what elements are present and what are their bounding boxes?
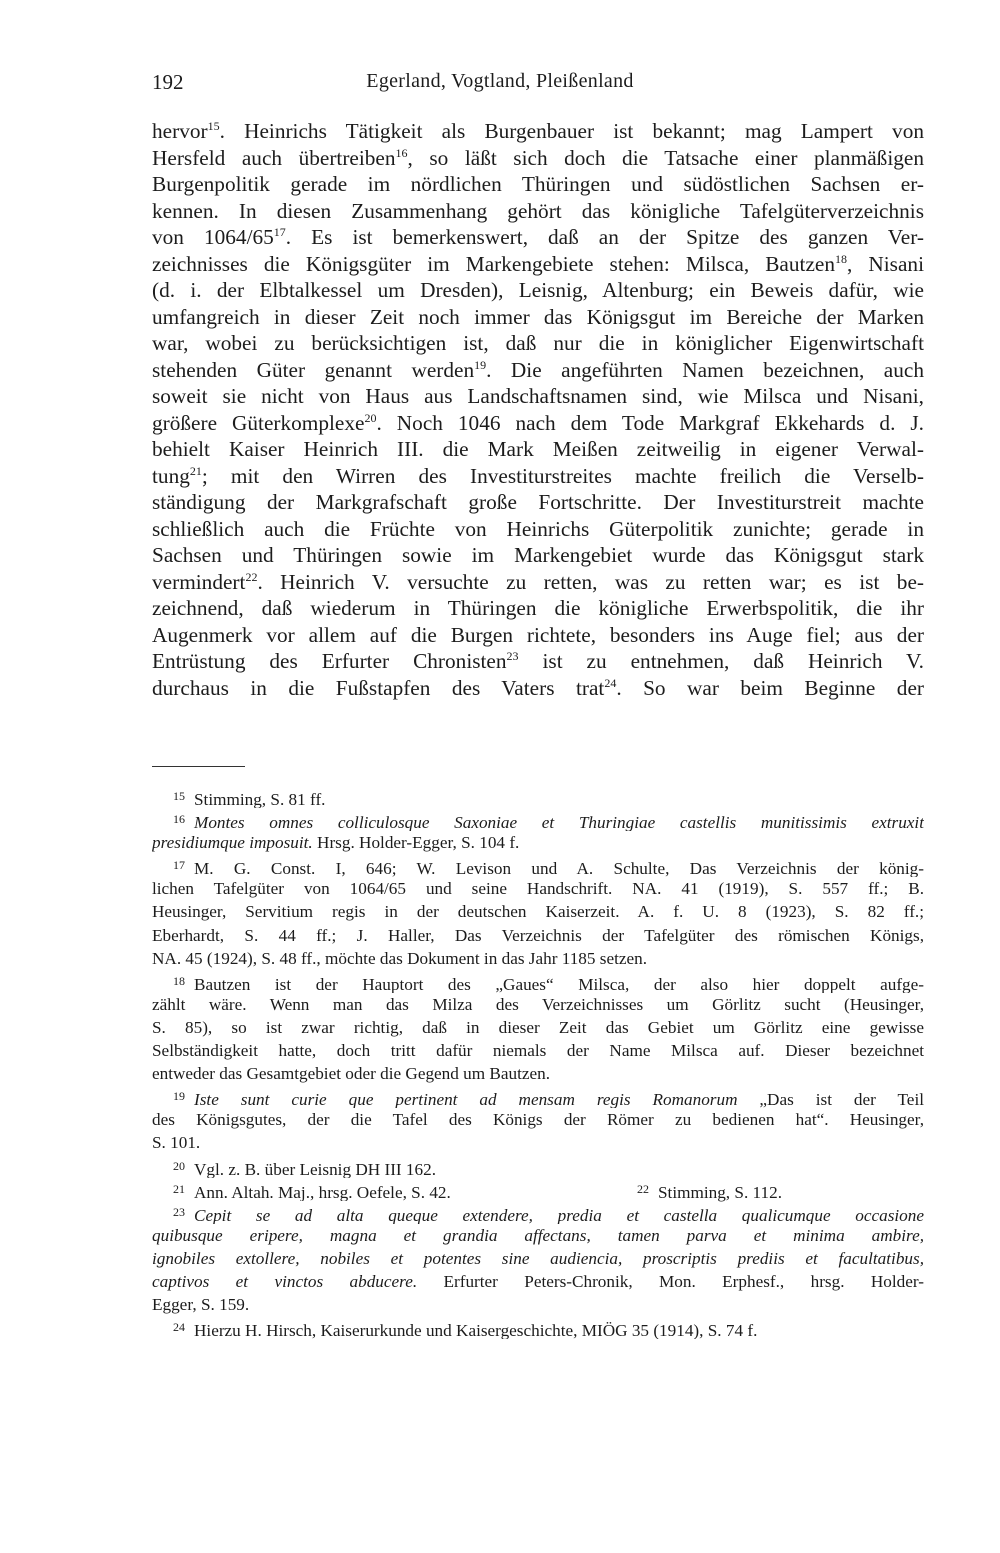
body-line (152, 304, 924, 331)
footnote (152, 1085, 924, 1154)
body-line (152, 251, 924, 278)
footnote-line (152, 1293, 924, 1316)
body-line (152, 516, 924, 543)
page-number: 192 (152, 70, 184, 94)
footnote-line (152, 1039, 924, 1062)
footnote-ref: 19 (474, 357, 487, 372)
italic-text: presidiumque imposuit. (152, 833, 313, 853)
text-run: des Königsgutes, der die Tafel des Königs der Römer zu bedienen hat“. Heusinger, (152, 1110, 924, 1130)
footnote-line (152, 831, 924, 854)
footnote-line (152, 808, 924, 831)
body-line (152, 171, 924, 198)
italic-text: Cepit se ad alta queque extendere, predia et castella qualicumque occasione (194, 1205, 924, 1224)
body-line (152, 330, 924, 357)
footnote (152, 1316, 924, 1339)
footnote-ref: 22 (245, 569, 258, 584)
footnote (152, 1155, 924, 1178)
body-line (152, 224, 924, 251)
body-line (152, 198, 924, 225)
text-run: . Es ist bemerkenswert, daß an der Spitze des ganzen Ver- (285, 225, 924, 249)
footnote-number: 17 (173, 858, 185, 873)
text-run: Hersfeld auch übertreiben (152, 145, 396, 170)
footnote-ref: 17 (273, 225, 286, 239)
italic-text: ignobiles extollere, nobiles et potentes sine audiencia, proscriptis prediis et facultatibus, (152, 1248, 924, 1268)
footnote-line (152, 900, 924, 923)
footnote-number: 21 (173, 1181, 185, 1196)
footnote-line (152, 1108, 924, 1131)
footnote (152, 854, 924, 969)
text-run: . Heinrichs Tätigkeit als Burgenbauer ist bekannt; mag Lampert von (219, 119, 924, 143)
body-line (152, 569, 924, 596)
text-run: kennen. In diesen Zusammenhang gehört das königliche Tafelgüterverzeichnis (152, 198, 924, 223)
footnote-ref: 21 (189, 463, 202, 478)
footnote-line (152, 1316, 924, 1339)
text-run: zeichnend, daß wiederum in Thüringen die königliche Erwerbspolitik, die ihr (152, 596, 924, 620)
text-run: Stimming, S. 112. (658, 1182, 782, 1202)
text-run: „Das ist der Teil (737, 1090, 924, 1109)
footnote-inline (637, 1178, 782, 1204)
body-line (152, 410, 924, 437)
text-run: umfangreich in dieser Zeit noch immer das Königsgut im Bereiche der Marken (152, 304, 924, 329)
footnote-line (152, 877, 924, 900)
italic-text: captivos et vinctos abducere. (152, 1271, 418, 1291)
text-run: Entrüstung des Erfurter Chronisten (152, 649, 507, 673)
text-run: S. 101. (152, 1133, 201, 1153)
footnote-line (152, 1155, 924, 1178)
text-run: Eberhardt, S. 44 ff.; J. Haller, Das Verzeichnis der Tafelgüter des römischen Königs, (152, 925, 924, 945)
text-run: Augenmerk vor allem auf die Burgen richtete, besonders ins Auge fiel; aus der (152, 622, 924, 647)
text-run: NA. 45 (1924), S. 48 ff., möchte das Dokument in das Jahr 1185 setzen. (152, 948, 648, 968)
footnote-ref: 24 (604, 675, 617, 690)
text-run: stehenden Güter genannt werden (152, 357, 475, 382)
text-run: zählt wäre. Wenn man das Milza des Verzeichnisses um Görlitz sucht (Heusinger, (152, 994, 924, 1014)
text-run: Selbständigkeit hatte, doch tritt dafür niemals der Name Milsca auf. Dieser bezeichnet (152, 1041, 924, 1061)
text-run: Hrsg. Holder-Egger, S. 104 f. (312, 833, 520, 853)
footnote-line (152, 1270, 924, 1293)
text-run: , so läßt sich doch die Tatsache einer planmäßigen (407, 145, 924, 170)
text-run: durchaus in die Fußstapfen des Vaters trat (152, 675, 605, 700)
text-run: Bautzen ist der Hauptort des „Gaues“ Milsca, der also hier doppelt aufge- (194, 974, 924, 993)
footnote-number: 19 (173, 1089, 185, 1104)
body-line (152, 118, 924, 145)
footnote-line (152, 1062, 924, 1085)
footnote (152, 785, 924, 808)
body-line (152, 675, 924, 702)
text-run: Heusinger, Servitium regis in der deutschen Kaiserzeit. A. f. U. 8 (1923), S. 82 ff.; (152, 902, 924, 922)
footnotes (152, 785, 924, 1339)
footnote-line (152, 947, 924, 970)
text-run: vermindert (152, 569, 246, 594)
footnote-line (152, 854, 924, 877)
text-run: schließlich auch die Früchte von Heinrichs Güterpolitik zunichte; gerade in (152, 516, 924, 541)
text-run: ; mit den Wirren des Investiturstreites machte freilich die Verselb- (201, 463, 924, 488)
text-run: . So war beim Beginne der (616, 675, 924, 700)
text-run: soweit sie nicht von Haus aus Landschaftsnamen sind, wie Milsca und Nisani, (152, 384, 924, 408)
footnote-rule (152, 766, 245, 767)
footnote-number: 22 (637, 1181, 649, 1196)
text-run: Erfurter Peters-Chronik, Mon. Erphesf., hrsg. Holder- (417, 1271, 924, 1291)
italic-text: quibusque eripere, magna et grandia affectans, tamen parva et minima ambire, (152, 1225, 924, 1245)
body-line (152, 622, 924, 649)
text-run: Sachsen und Thüringen sowie im Markengebiet wurde das Königsgut stark (152, 543, 924, 567)
footnote-number: 15 (173, 789, 185, 803)
footnote-ref: 16 (395, 145, 408, 160)
body-line (152, 357, 924, 384)
footnote-line (152, 970, 924, 993)
footnote (152, 1201, 924, 1316)
footnote-number: 20 (173, 1158, 185, 1173)
text-run: . Die angeführten Namen bezeichnen, auch (486, 357, 924, 382)
body-line (152, 436, 924, 463)
footnote-line (152, 1178, 924, 1201)
footnote-ref: 23 (506, 649, 519, 663)
footnote-line (152, 1201, 924, 1224)
running-title: Egerland, Vogtland, Pleißenland (366, 70, 634, 92)
body-line (152, 542, 924, 569)
footnote-ref: 15 (207, 119, 220, 133)
body-line (152, 277, 924, 304)
text-run: war, wobei zu berücksichtigen ist, daß nur die in königlicher Eigenwirtschaft (152, 331, 924, 355)
text-run: Burgenpolitik gerade im nördlichen Thüringen und südöstlichen Sachsen er- (152, 172, 924, 196)
footnote (152, 808, 924, 854)
footnote-ref: 20 (364, 410, 377, 425)
footnote-line (152, 993, 924, 1016)
text-run: hervor (152, 119, 208, 143)
body-line (152, 145, 924, 172)
text-run: . Heinrich V. versuchte zu retten, was zu retten war; es ist be- (257, 569, 924, 594)
body-line (152, 648, 924, 675)
footnote-line (152, 1131, 924, 1154)
footnote-ref: 18 (835, 251, 848, 266)
body-line (152, 463, 924, 490)
body-line (152, 489, 924, 516)
footnote-number: 23 (173, 1204, 185, 1219)
text-run: Stimming, S. 81 ff. (194, 790, 326, 809)
body-line (152, 383, 924, 410)
footnote-number: 24 (173, 1320, 185, 1335)
text-run: Vgl. z. B. über Leisnig DH III 162. (194, 1159, 437, 1178)
footnote-line (152, 1247, 924, 1270)
footnote-number: 18 (173, 973, 185, 988)
italic-text: Montes omnes colliculosque Saxoniae et Thuringiae castellis munitissimis extruxit (194, 813, 924, 832)
text-run: von 1064/65 (152, 225, 274, 249)
text-run: Hierzu H. Hirsch, Kaiserurkunde und Kaisergeschichte, MIÖG 35 (1914), S. 74 f. (194, 1321, 758, 1340)
text-run: (d. i. der Elbtalkessel um Dresden), Leisnig, Altenburg; ein Beweis dafür, wie (152, 278, 924, 302)
text-run: Egger, S. 159. (152, 1295, 250, 1315)
text-run: tung (152, 463, 190, 488)
footnote-line (152, 1085, 924, 1108)
text-run: . Noch 1046 nach dem Tode Markgraf Ekkehards d. J. (376, 410, 924, 435)
text-run: , Nisani (847, 251, 924, 276)
footnote-line (152, 1224, 924, 1247)
footnote-line (152, 785, 924, 808)
text-run: entweder das Gesamtgebiet oder die Gegend um Bautzen. (152, 1064, 551, 1084)
text-run: ständigung der Markgrafschaft große Fortschritte. Der Investiturstreit machte (152, 490, 924, 514)
text-run: M. G. Const. I, 646; W. Levison und A. Schulte, Das Verzeichnis der könig- (194, 859, 924, 878)
body-line (152, 595, 924, 622)
main-text (152, 118, 924, 701)
footnote-number: 16 (173, 812, 185, 827)
footnote (152, 970, 924, 1085)
footnote (152, 1178, 924, 1201)
text-run: Ann. Altah. Maj., hrsg. Oefele, S. 42. (194, 1182, 451, 1201)
text-run: zeichnisses die Königsgüter im Markengebiete stehen: Milsca, Bautzen (152, 251, 836, 276)
text-run: S. 85), so ist zwar richtig, daß in dieser Zeit das Gebiet um Görlitz eine gewisse (152, 1017, 924, 1037)
text-run: behielt Kaiser Heinrich III. die Mark Meißen zeitweilig in eigener Verwal- (152, 437, 924, 461)
footnote-line (152, 924, 924, 947)
text-run: größere Güterkomplexe (152, 410, 365, 435)
text-run: lichen Tafelgüter von 1064/65 und seine Handschrift. NA. 41 (1919), S. 557 ff.; B. (152, 879, 924, 899)
text-run: ist zu entnehmen, daß Heinrich V. (518, 649, 924, 673)
italic-text: Iste sunt curie que pertinent ad mensam regis Romanorum (194, 1090, 738, 1109)
footnote-line (152, 1016, 924, 1039)
